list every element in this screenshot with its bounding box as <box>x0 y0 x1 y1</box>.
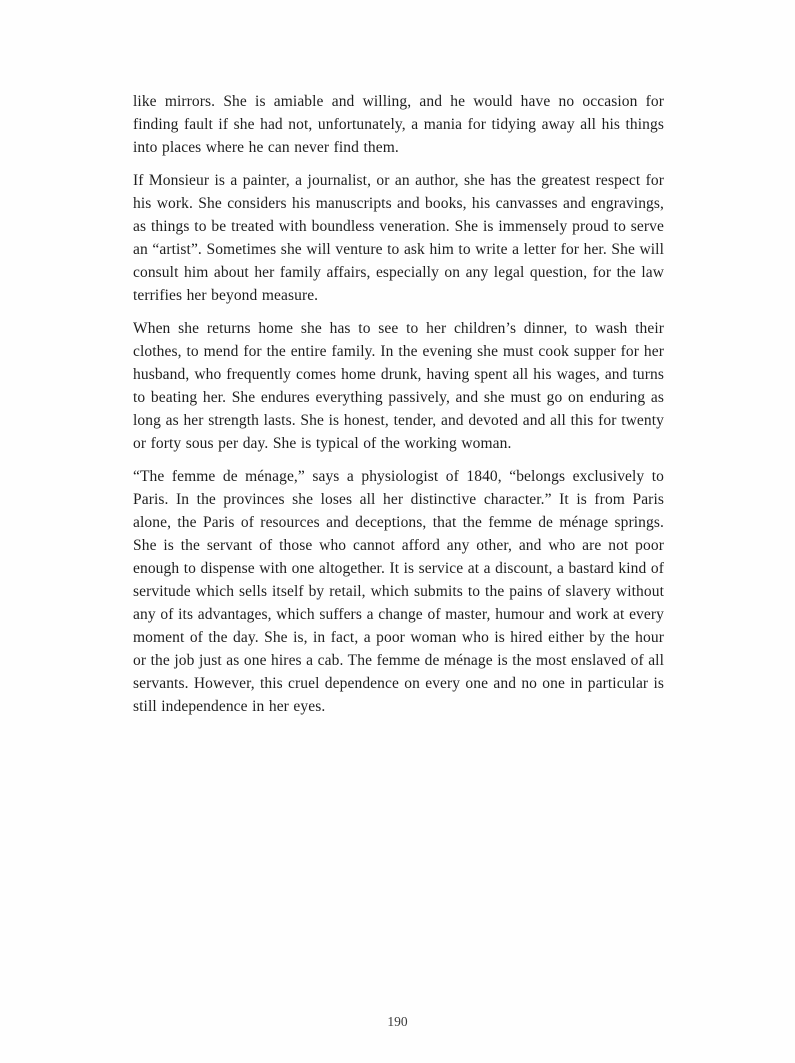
page-body-text <box>133 90 664 728</box>
paragraph: “The femme de ménage,” says a physiologist of 1840, “belongs exclusively to Paris. In the provinces she loses all her distinctive character.” It is from Paris alone, the Paris of resources and deceptions, that the femme de ménage springs. She is the servant of those who cannot afford any other, and who are not poor enough to dispense with one altogether. It is service at a discount, a bastard kind of servitude which sells itself by retail, which submits to the pains of slavery without any of its advantages, which suffers a change of master, humour and work at every moment of the day. She is, in fact, a poor woman who is hired either by the hour or the job just as one hires a cab. The femme de ménage is the most enslaved of all servants. However, this cruel dependence on every one and no one in particular is still independence in her eyes. <box>133 468 664 715</box>
paragraph: When she returns home she has to see to her children’s dinner, to wash their clothes, to mend for the entire family. In the evening she must cook supper for her husband, who frequently comes home drunk, having spent all his wages, and turns to beating her. She endures everything passively, and she must go on enduring as long as her strength lasts. She is honest, tender, and devoted and all this for twenty or forty sous per day. She is typical of the working woman. <box>133 320 664 452</box>
page-number: 190 <box>387 1014 408 1029</box>
paragraph: If Monsieur is a painter, a journalist, or an author, she has the greatest respect for his work. She considers his manuscripts and books, his canvasses and engravings, as things to be treated with boundless veneration. She is immensely proud to serve an “artist”. Sometimes she will venture to ask him to write a letter for her. She will consult him about her family affairs, especially on any legal question, for the law terrifies her beyond measure. <box>133 172 664 304</box>
paragraph: like mirrors. She is amiable and willing, and he would have no occasion for finding fault if she had not, unfortunately, a mania for tidying away all his things into places where he can never find them. <box>133 93 664 156</box>
